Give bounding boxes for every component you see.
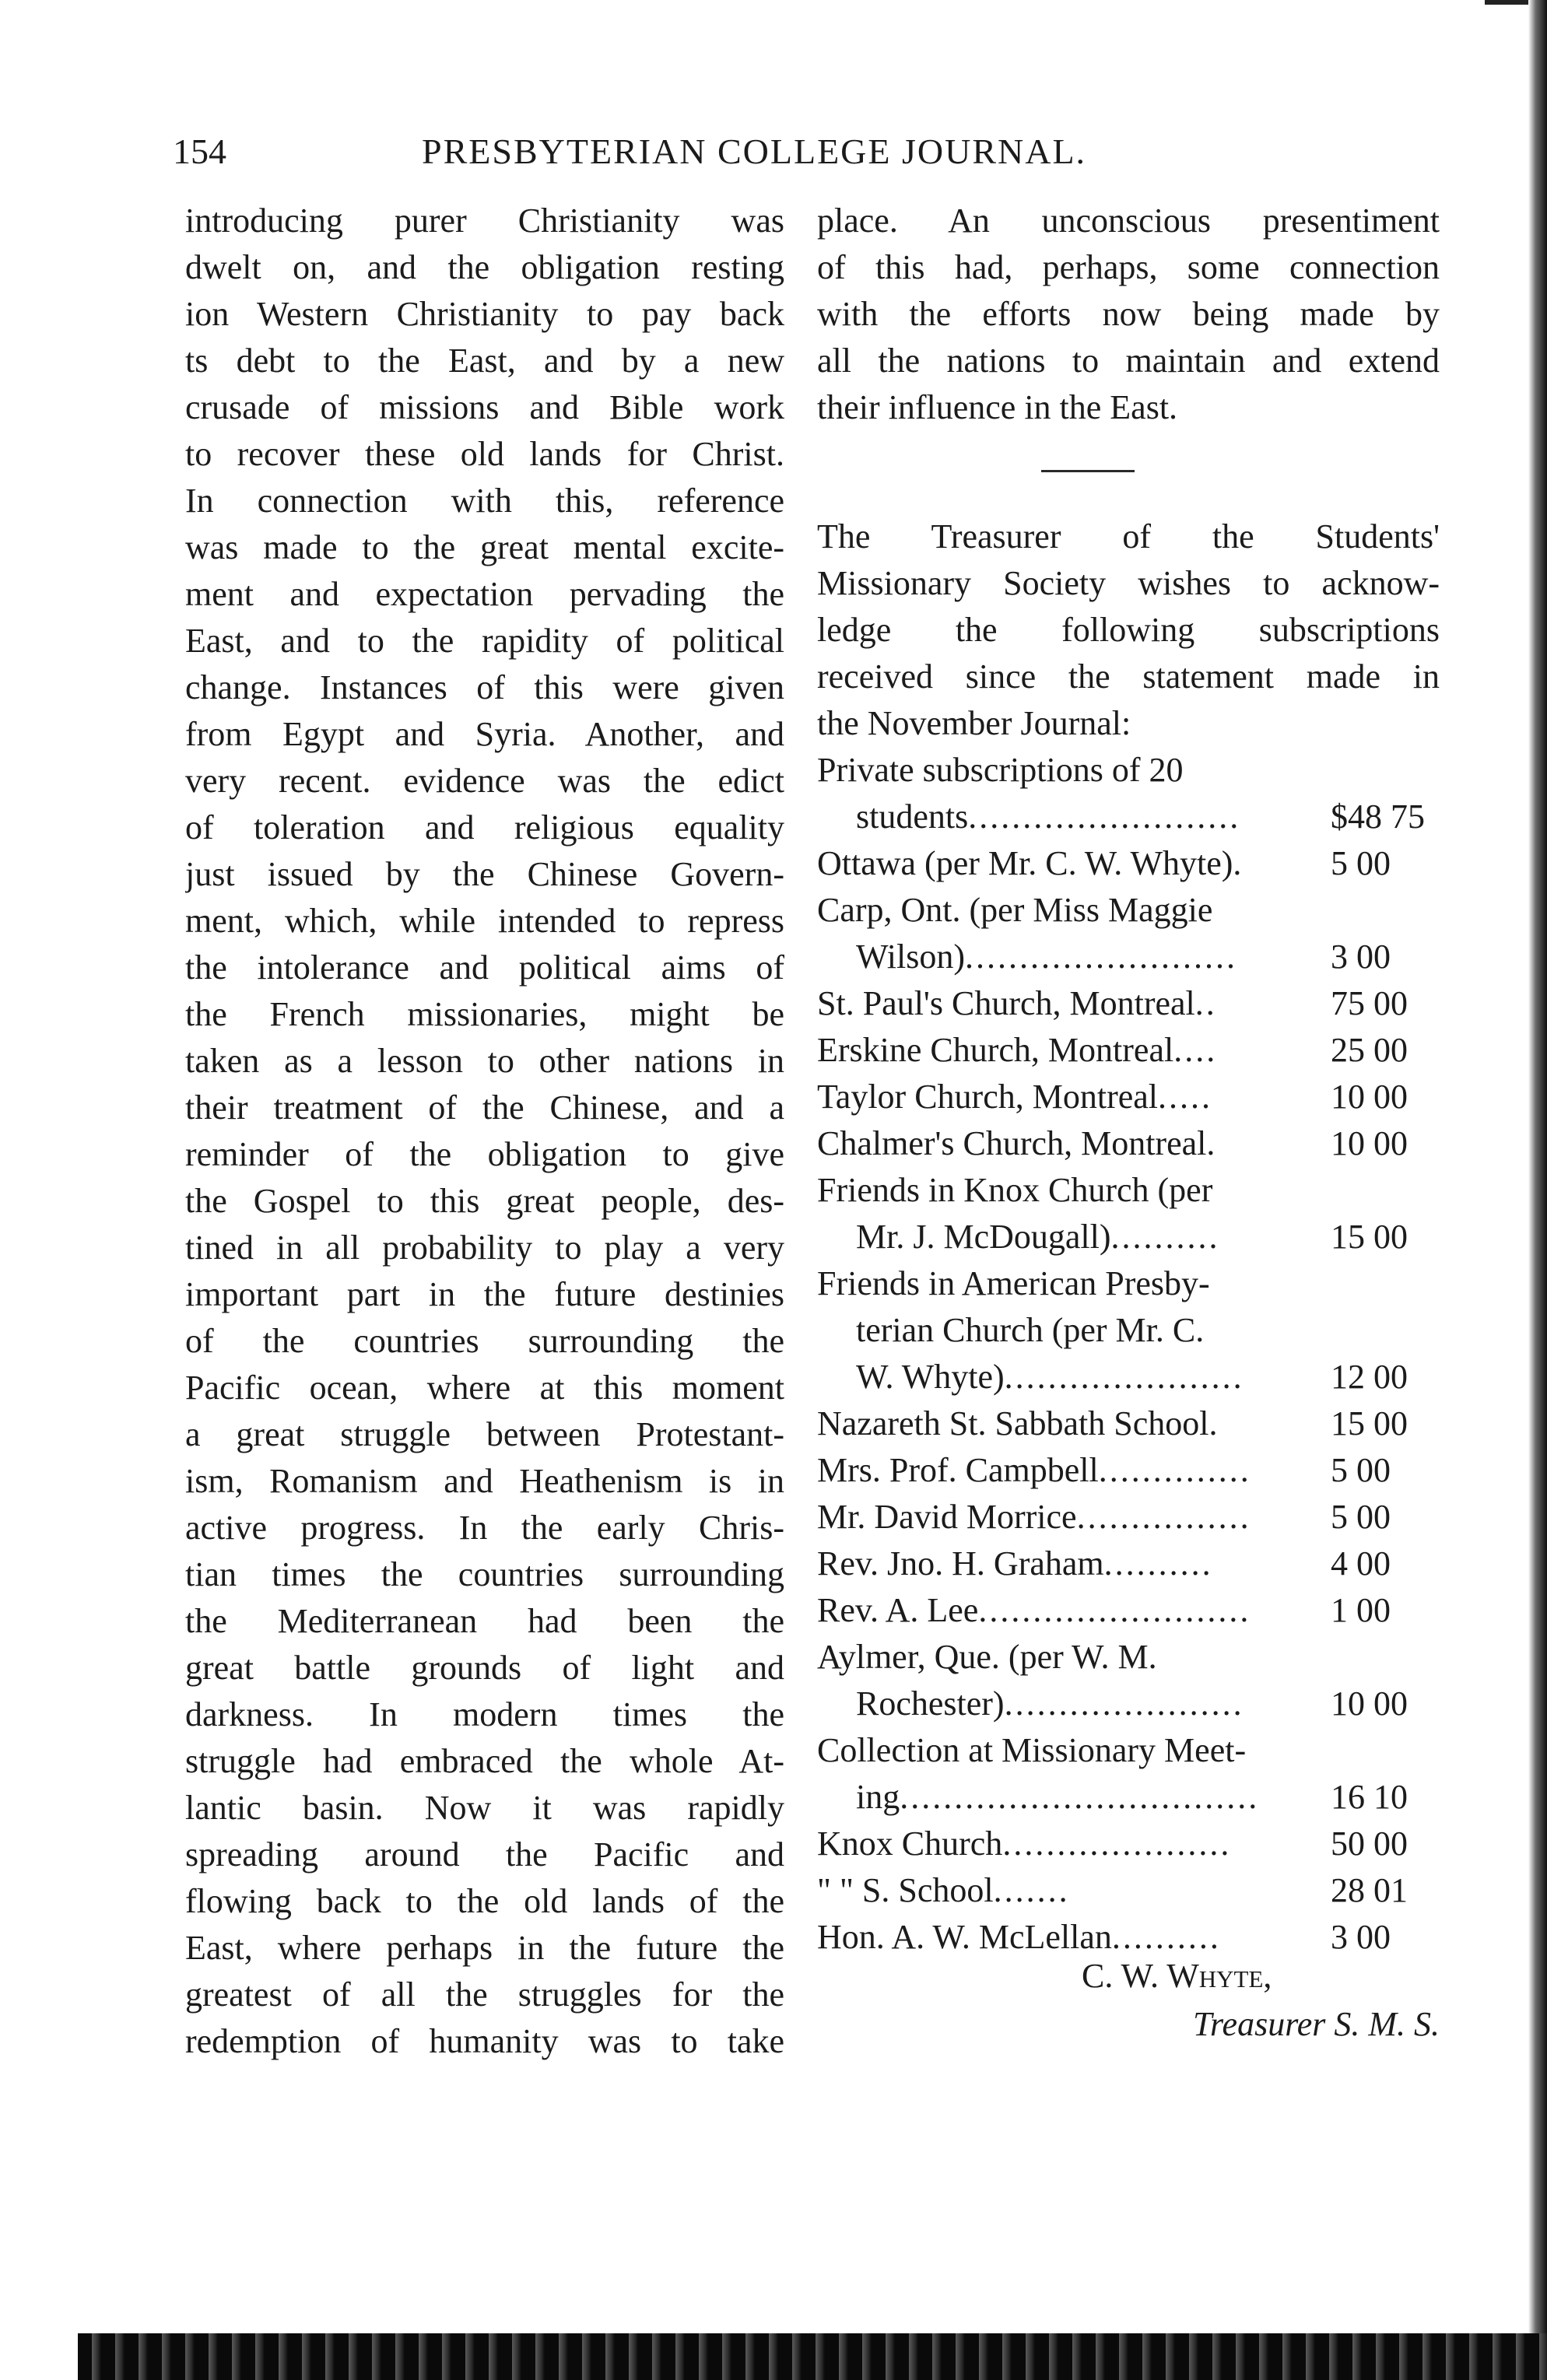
subscription-amount [1323,1307,1440,1354]
subscriber-name: Friends in American Presby- [817,1264,1210,1302]
leader-dots [1212,1167,1323,1214]
leader-dots: ....... [993,1871,1070,1909]
leader-dots [1204,1307,1323,1354]
text-line: was made to the great mental excite- [185,528,784,566]
subscription-amount: 15 00 [1331,1404,1408,1442]
subscription-row [817,1587,1440,1634]
leader-dots: ..... [1158,1078,1213,1116]
subscription-row [817,1074,1440,1120]
text-line: received since the statement made in [817,657,1440,696]
subscriber-name: students [856,797,969,836]
subscriber-name: ing [856,1778,900,1816]
leader-dots [1210,1260,1323,1307]
subscription-row [817,1400,1440,1447]
subscriber-name: terian Church (per Mr. C. [856,1311,1205,1349]
subscriber-name: St. Paul's Church, Montreal [817,984,1195,1022]
text-line: redemption of humanity was to take [185,2022,784,2060]
subscriber-name: Rochester) [856,1684,1005,1723]
subscriber-name: Erskine Church, Montreal [817,1031,1174,1069]
page-header [173,124,1449,179]
subscriber-name: Nazareth St. Sabbath School. [817,1404,1218,1442]
text-line: dwelt on, and the obligation resting [185,248,784,286]
subscriber-name: Rev. Jno. H. Graham [817,1544,1104,1583]
subscription-row [817,794,1440,840]
subscription-amount: 75 00 [1331,984,1408,1022]
subscription-amount: 16 10 [1331,1778,1408,1816]
text-line: very recent. evidence was the edict [185,762,784,800]
subscription-amount [1323,1727,1440,1774]
text-line: their influence in the East. [817,388,1178,426]
subscription-amount: 5 00 [1331,1498,1391,1536]
subscription-amount: 3 00 [1331,1918,1391,1956]
text-line: their treatment of the Chinese, and a [185,1088,784,1127]
subscriber-name: " " S. School [817,1871,994,1909]
subscription-amount: 10 00 [1331,1124,1408,1162]
subscriber-name: Friends in Knox Church (per [817,1171,1213,1209]
text-line: from Egypt and Syria. Another, and [185,715,784,753]
subscription-amount: 5 00 [1331,844,1391,882]
subscription-row [817,1447,1440,1494]
leader-dots: ...................... [1004,1684,1244,1723]
subscription-row [817,1727,1440,1774]
text-line: a great struggle between Protestant- [185,1415,784,1453]
text-line: tian times the countries surrounding [185,1555,784,1593]
subscription-amount: 28 01 [1331,1871,1408,1909]
subscription-row [817,887,1440,934]
leader-dots: ...................... [1004,1358,1244,1396]
subscriber-name: Collection at Missionary Meet- [817,1731,1247,1769]
text-line: ment, which, while intended to repress [185,902,784,940]
text-line: to recover these old lands for Christ. [185,435,784,473]
leader-dots: .......... [1110,1218,1220,1256]
text-line: spreading around the Pacific and [185,1835,784,1874]
text-line: East, where perhaps in the future the [185,1929,784,1967]
text-line: the intolerance and political aims of [185,948,784,987]
text-line: ts debt to the East, and by a new [185,342,784,380]
text-line: ism, Romanism and Heathenism is in [185,1462,784,1500]
text-line: introducing purer Christianity was [185,202,784,240]
text-line: In connection with this, reference [185,482,784,520]
leader-dots: ................................. [900,1778,1260,1816]
subscriber-name: Taylor Church, Montreal [817,1078,1159,1116]
right-column-continuation [817,198,1440,431]
text-line: of the countries surrounding the [185,1322,784,1360]
subscriber-name: Aylmer, Que. (per W. M. [817,1638,1157,1676]
subscriber-name: Mr. David Morrice [817,1498,1077,1536]
text-line: struggle had embraced the whole At- [185,1742,784,1780]
leader-dots [1157,1634,1323,1681]
leader-dots: ......................... [968,797,1241,836]
subscriber-name: Ottawa (per Mr. C. W. Whyte). [817,844,1242,882]
subscription-amount [1323,1260,1440,1307]
text-line: reminder of the obligation to give [185,1135,784,1173]
text-line: greatest of all the struggles for the [185,1975,784,2014]
subscription-row [817,1307,1440,1354]
text-line: crusade of missions and Bible work [185,388,784,426]
text-line: all the nations to maintain and extend [817,342,1440,380]
subscriber-name: Knox Church [817,1824,1003,1863]
subscription-amount: 1 00 [1331,1591,1391,1629]
subscription-row [817,1541,1440,1587]
subscription-row [817,1821,1440,1867]
text-line: The Treasurer of the Students' [817,517,1440,556]
subscription-amount [1323,887,1440,934]
text-line: place. An unconscious presentiment [817,202,1440,240]
subscription-amount: 50 00 [1331,1824,1408,1863]
subscription-amount: 12 00 [1331,1358,1408,1396]
subscription-row [817,1214,1440,1260]
text-line: ledge the following subscriptions [817,611,1440,649]
leader-dots: .............. [1098,1451,1251,1489]
subscription-row [817,747,1440,794]
subscription-row [817,934,1440,980]
text-line: tined in all probability to play a very [185,1229,784,1267]
subscription-row [817,1027,1440,1074]
text-line: flowing back to the old lands of the [185,1882,784,1920]
text-line: great battle grounds of light and [185,1649,784,1687]
subscriber-name: W. Whyte) [856,1358,1005,1396]
subscriber-name: Mr. J. McDougall) [856,1218,1111,1256]
top-edge-mark [1485,0,1531,5]
subscription-amount: 25 00 [1331,1031,1408,1069]
subscriber-name: Hon. A. W. McLellan [817,1918,1112,1956]
text-line: important part in the future destinies [185,1275,784,1313]
leader-dots: ......................... [965,938,1237,976]
subscription-amount [1323,1167,1440,1214]
text-line: ion Western Christianity to pay back [185,295,784,333]
page-number: 154 [173,131,226,171]
subscription-row [817,1354,1440,1400]
text-line: taken as a lesson to other nations in [185,1042,784,1080]
section-divider [1041,470,1135,472]
page-edge-shadow [1528,0,1547,2380]
leader-dots: .... [1173,1031,1218,1069]
subscription-row [817,1120,1440,1167]
text-line: of this had, perhaps, some connection [817,248,1440,286]
subscription-amount [1323,1634,1440,1681]
subscription-row [817,1260,1440,1307]
subscriber-name: Mrs. Prof. Campbell [817,1451,1099,1489]
text-line: East, and to the rapidity of political [185,622,784,660]
text-line: lantic basin. Now it was rapidly [185,1789,784,1827]
leader-dots [1184,747,1323,794]
subscription-row [817,1167,1440,1214]
left-column [185,198,784,2065]
text-line: change. Instances of this were given [185,668,784,706]
subscription-row [817,1634,1440,1681]
text-line: the Gospel to this great people, des- [185,1182,784,1220]
signature-title: Treasurer S. M. S. [1193,2005,1440,2043]
text-line: the November Journal: [817,704,1131,742]
subscription-amount: 3 00 [1331,938,1391,976]
text-line: active progress. In the early Chris- [185,1509,784,1547]
subscription-amount: 10 00 [1331,1078,1408,1116]
text-line: of toleration and religious equality [185,808,784,846]
subscriber-name: Private subscriptions of 20 [817,751,1184,789]
leader-dots: .......... [1111,1918,1221,1956]
subscription-amount: 5 00 [1331,1451,1391,1489]
subscriber-name: Rev. A. Lee [817,1591,979,1629]
leader-dots [1246,1727,1323,1774]
subscription-list [817,747,1440,1961]
leader-dots [1217,1400,1323,1447]
leader-dots: ..................... [1002,1824,1232,1863]
subscription-row [817,1867,1440,1914]
leader-dots [1241,840,1323,887]
subscriber-name: Wilson) [856,938,965,976]
subscription-row [817,1774,1440,1821]
subscriber-name: Chalmer's Church, Montreal. [817,1124,1216,1162]
subscription-amount [1323,747,1440,794]
leader-dots [1215,1120,1323,1167]
page-bottom-edge [78,2333,1547,2380]
text-line: Pacific ocean, where at this moment [185,1369,784,1407]
subscription-row [817,1494,1440,1541]
text-line: the French missionaries, might be [185,995,784,1033]
text-line: darkness. In modern times the [185,1695,784,1733]
treasurer-notice [817,514,1440,747]
signature-name: C. W. Whyte, [1082,1957,1272,1995]
subscription-row [817,840,1440,887]
subscription-row [817,1681,1440,1727]
running-head: PRESBYTERIAN COLLEGE JOURNAL. [422,131,1087,171]
subscriber-name: Carp, Ont. (per Miss Maggie [817,891,1213,929]
subscription-amount: 10 00 [1331,1684,1408,1723]
subscription-amount: 4 00 [1331,1544,1391,1583]
subscription-amount: $48 75 [1331,797,1425,836]
leader-dots: .......... [1103,1544,1213,1583]
text-line: just issued by the Chinese Govern- [185,855,784,893]
text-line: the Mediterranean had been the [185,1602,784,1640]
subscription-amount: 15 00 [1331,1218,1408,1256]
leader-dots [1212,887,1323,934]
text-line: with the efforts now being made by [817,295,1440,333]
text-line: ment and expectation pervading the [185,575,784,613]
leader-dots: ................ [1076,1498,1251,1536]
text-line: Missionary Society wishes to acknow- [817,564,1440,602]
leader-dots: .. [1194,984,1217,1022]
leader-dots: ......................... [978,1591,1251,1629]
subscription-row [817,980,1440,1027]
